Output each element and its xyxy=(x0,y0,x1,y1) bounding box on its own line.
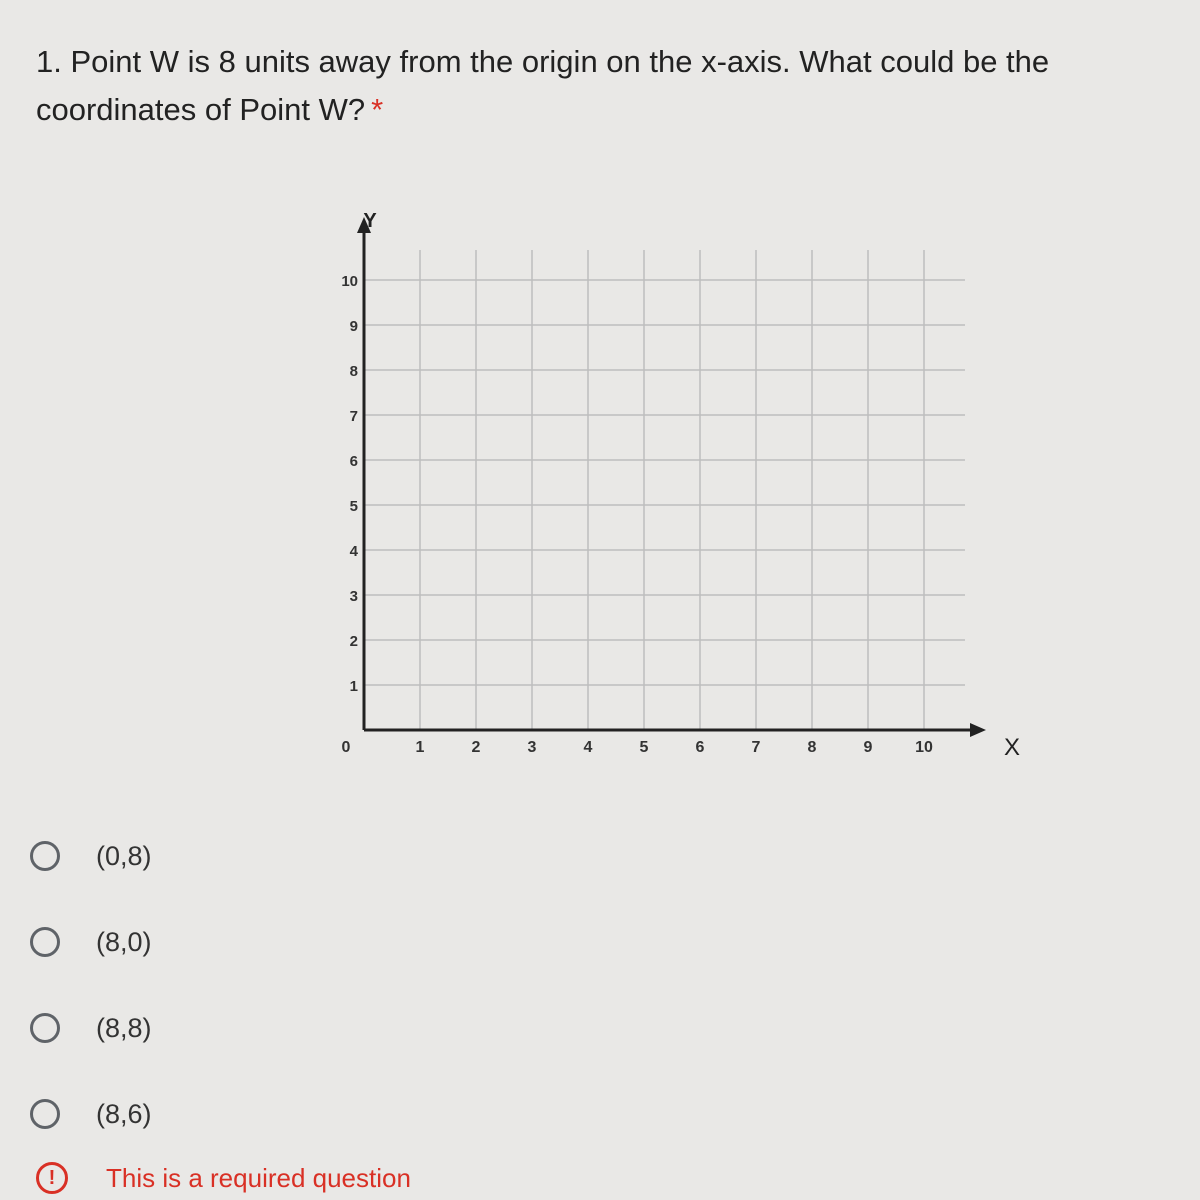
question-text: 1. Point W is 8 units away from the origin on the x-axis. What could be the coordinates of Point W? xyxy=(36,44,1050,127)
x-tick-label: 9 xyxy=(863,739,873,756)
option-label: (0,8) xyxy=(96,840,152,871)
option-0-8[interactable] xyxy=(30,828,152,884)
required-asterisk: * xyxy=(371,92,384,127)
y-tick-label: 5 xyxy=(349,498,358,515)
x-tick-label: 6 xyxy=(695,739,705,756)
x-axis-arrow xyxy=(970,723,986,737)
y-tick-label: 6 xyxy=(349,453,358,470)
y-tick-label: 8 xyxy=(349,363,358,380)
option-label: (8,8) xyxy=(96,1012,152,1043)
x-tick-label: 3 xyxy=(527,739,537,756)
coordinate-grid xyxy=(320,205,1040,775)
y-tick-label: 7 xyxy=(349,408,358,425)
option-label: (8,6) xyxy=(96,1098,152,1129)
y-tick-label: 3 xyxy=(349,588,358,605)
radio-button[interactable] xyxy=(30,841,60,871)
y-tick-label: 10 xyxy=(341,273,358,290)
radio-button[interactable] xyxy=(30,927,60,957)
tick-labels xyxy=(341,273,933,756)
x-tick-label: 5 xyxy=(639,739,649,756)
option-label: (8,0) xyxy=(96,926,152,957)
y-tick-label: 9 xyxy=(349,318,358,335)
option-8-0[interactable] xyxy=(30,914,152,970)
x-tick-label: 0 xyxy=(341,739,351,756)
y-axis-label: Y xyxy=(363,210,377,232)
option-8-6[interactable] xyxy=(30,1086,152,1142)
error-message: This is a required question xyxy=(106,1162,411,1193)
question-title xyxy=(36,38,1176,134)
option-8-8[interactable] xyxy=(30,1000,152,1056)
y-tick-label: 1 xyxy=(349,678,358,695)
answer-options xyxy=(30,828,152,1172)
x-tick-label: 10 xyxy=(915,739,933,756)
x-tick-label: 8 xyxy=(807,739,817,756)
radio-button[interactable] xyxy=(30,1099,60,1129)
x-tick-label: 2 xyxy=(471,739,481,756)
radio-button[interactable] xyxy=(30,1013,60,1043)
x-tick-label: 1 xyxy=(415,739,425,756)
y-tick-label: 4 xyxy=(349,543,358,560)
axes xyxy=(357,217,986,737)
grid-lines xyxy=(364,250,965,730)
validation-error xyxy=(36,1162,411,1194)
x-tick-label: 7 xyxy=(751,739,761,756)
y-tick-label: 2 xyxy=(349,633,358,650)
x-axis-label: X xyxy=(1003,734,1021,761)
x-tick-label: 4 xyxy=(583,739,593,756)
error-icon: ! xyxy=(36,1162,68,1194)
